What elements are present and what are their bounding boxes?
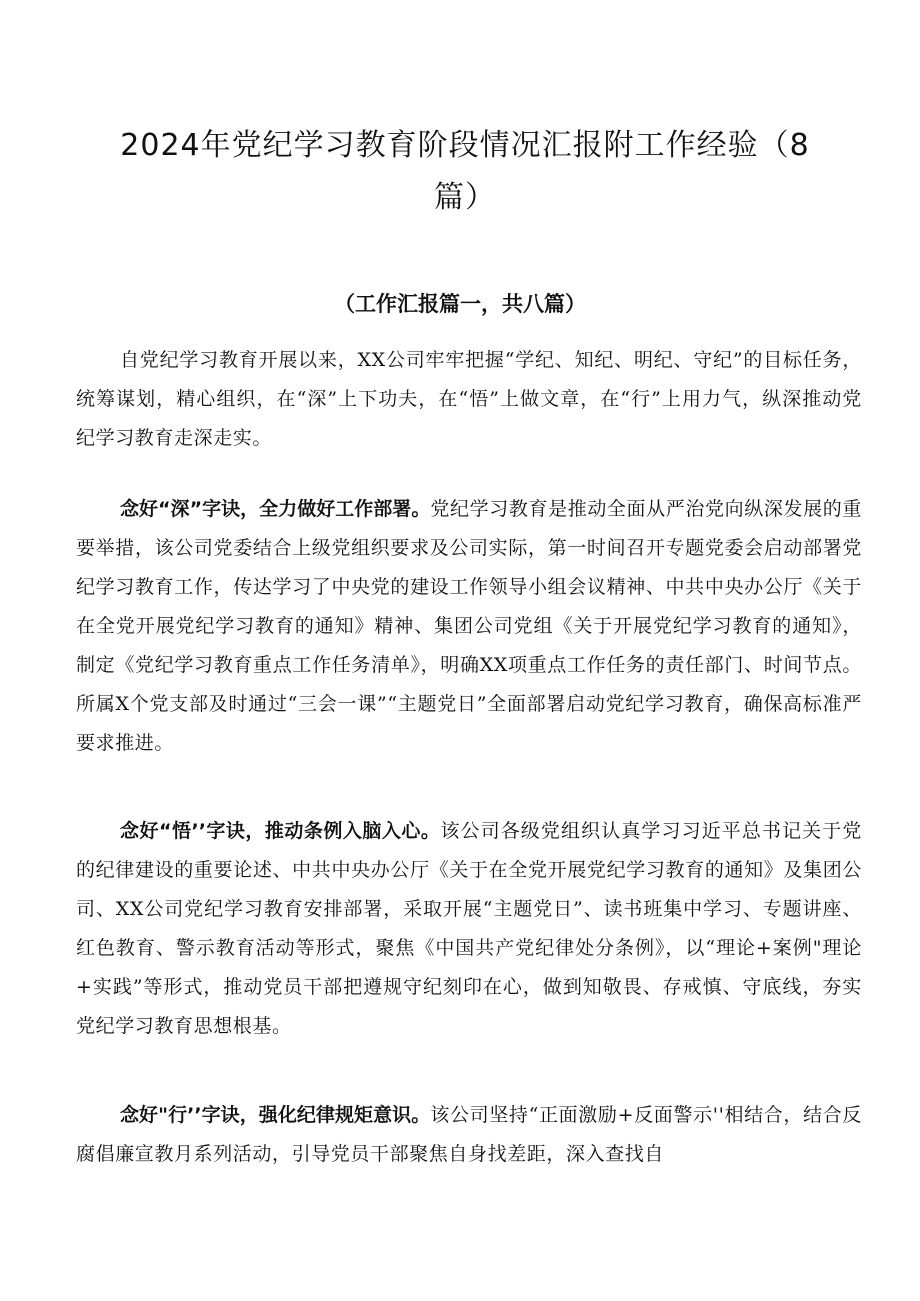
paragraph-wu — [76, 812, 862, 1046]
intro-paragraph: 自党纪学习教育开展以来，XX公司牢牢把握“学纪、知纪、明纪、守纪”的目标任务，统筹谋划，精心组织，在“深”上下功夫，在“悟”上做文章，在“行”上用力气，纵深推动党纪学习教育走深走实。 — [76, 349, 862, 449]
paragraph-lead: 念好"行’’字诀，强化纪律规矩意识。 — [120, 1104, 431, 1126]
section-heading: （工作汇报篇一，共八篇） — [334, 292, 586, 316]
document-title: 2024年党纪学习教育阶段情况汇报附工作经验（8篇） — [120, 128, 810, 215]
paragraph-xing — [76, 1096, 862, 1174]
paragraph-lead: 念好“悟’’字诀，推动条例入脑入心。 — [120, 820, 441, 842]
paragraph-body: 该公司各级党组织认真学习习近平总书记关于党的纪律建设的重要论述、中共中央办公厅《关于在全党开展党纪学习教育的通知》及集团公司、XX公司党纪学习教育安排部署，采取开展“主题党日”、读书班集中学习、专题讲座、红色教育、警示教育活动等形式，聚焦《中国共产党纪律处分条例》，以“理论+案例"理论+实践”等形式，推动党员干部把遵规守纪刻印在心，做到知敬畏、存戒慎、守底线，夯实党纪学习教育思想根基。 — [76, 820, 862, 1037]
paragraph-body: 该公司坚持“正面激励+反面警示''相结合，结合反腐倡廉宣教月系列活动，引导党员干部聚焦自身找差距，深入查找自 — [76, 1104, 863, 1165]
paragraph-shen — [76, 490, 862, 763]
paragraph-body: 党纪学习教育是推动全面从严治党向纵深发展的重要举措，该公司党委结合上级党组织要求及公司实际，第一时间召开专题党委会启动部署党纪学习教育工作，传达学习了中央党的建设工作领导小组会议精神、中共中央办公厅《关于在全党开展党纪学习教育的通知》精神、集团公司党组《关于开展党纪学习教育的通知》，制定《党纪学习教育重点工作任务清单》，明确XX项重点工作任务的责任部门、时间节点。所属X个党支部及时通过“三会一课”“主题党日”全面部署启动党纪学习教育，确保高标准严要求推进。 — [76, 498, 862, 754]
paragraph-lead: 念好“深”字诀，全力做好工作部署。 — [120, 498, 431, 520]
